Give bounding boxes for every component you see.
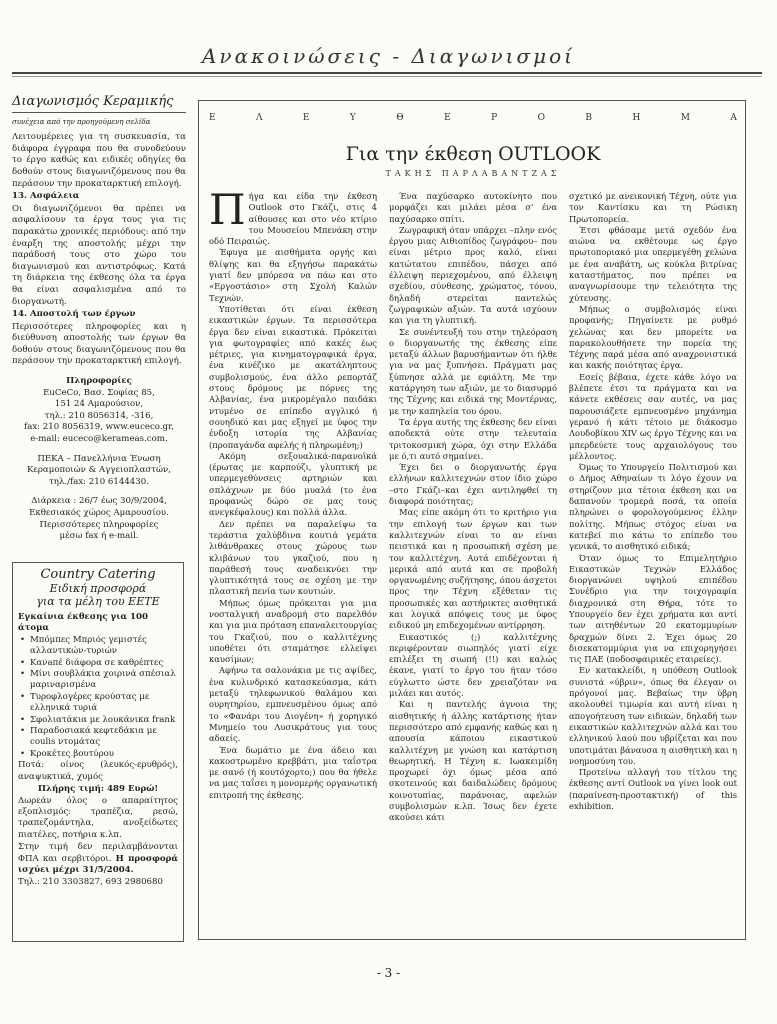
article-paragraph: Ένα δωμάτιο με ένα άδειο και κακοστρωμένο κρεββάτι, μια ταΐστρα με σανό (ή κουτόχορτο;) που θα ήθελε να μας ταΐσει η μονομερής οργανωτική επιτροπή της έκθεσης. — [209, 744, 377, 800]
paragraph: Λειτουμέρειες για τη συσκευασία, τα διάφορα έγγραφα που θα συνοδεύουν το έργο καθώς και ειδικές οδηγίες θα δοθούν στους διαγωνιζόμενους που θα περάσουν την προκαταρκτική επιλογή. — [12, 132, 186, 189]
peka-line: Κεραμοποιών & Αγγειοπλαστών, — [27, 465, 171, 476]
peka-line: ΠΕΚΑ – Πανελλήνια Ένωση — [37, 453, 161, 464]
paragraph: Περισσότερες πληροφορίες και η διεύθυνση αποστολής των έργων θα δοθούν στους διαγωνιζόμενους που θα περάσουν την προκαταρκτική επιλογή. — [12, 321, 186, 367]
menu-item: • Σφολιατάκια με λουκάνικα frank — [18, 715, 178, 726]
catering-phone: Τηλ.: 210 3303827, 693 2980680 — [18, 877, 163, 888]
catering-subtitle: για τα μέλη του ΕΕΤΕ — [36, 595, 160, 608]
kicker-letter: Ε — [444, 113, 451, 123]
catering-event: Εγκαίνια έκθεσης για 100 άτομα — [18, 612, 148, 634]
page-header-title: Ανακοινώσεις - Διαγωνισμοί — [201, 44, 576, 68]
menu-item: • Μπόμπες Μπριός γεμιστές αλλαντικών-τυριών — [18, 635, 178, 658]
paragraph-text: ήγα και είδα την έκθεση Outlook στο Γκάζι, στις 4 αίθουσες και στο νέο κτίριο του Μουσείου Μπενάκη στην οδό Πειραιώς. — [209, 191, 377, 247]
article-column-2 — [389, 191, 557, 824]
catering-price: Πλήρης τιμή: 489 Ευρώ! — [37, 784, 159, 795]
menu-item: • Κανапέ διάφορα σε καθρέπτες — [18, 658, 178, 669]
kicker-letter: Υ — [349, 113, 356, 123]
article-paragraph: Έτσι φθάσαμε μετά σχεδόν ένα αιώνα να εκθέτουμε ως έργο πρωτοποριακό μια υπερμεγέθη χελώνα με ένα αναβάτη, ως κούκλα βιτρίνας καταστήματος, που πρέπει να αναγνωρίσουμε την τελειότητα της χύτευσης. — [569, 224, 737, 303]
continued-note: συνέχεια από την προηγούμενη σελίδα — [12, 117, 151, 126]
article-paragraph: Μας είπε ακόμη ότι το κριτήριο για την επιλογή των έργων και των καλλιτεχνών είναι το αν είναι πειστικά και η προσωπική σχέση με τον καλλιτέχνη. Αυτά επιδέχονται ή μερικά από αυτά και σε προβολή οργανωμένης συζήτησης, όπου άσχετοι προς την Τέχνη εξέθεταν τις προσωπικές και αστήρικτες αισθητικά και λογικά απόψεις τους με ύφος ειδικού μη επιδεχομένων αντίρρηση. — [389, 507, 557, 631]
kicker-letter: Ε — [209, 113, 216, 123]
article-paragraph: Εικαστικός (;) καλλιτέχνης περιφέρονταν σιωπηλός γιατί είχε επιλέξει τη σιωπή (!!) και καλώς έκανε, γιατί το έργο του ήταν τόσο εύγλωττο ώστε δεν χρειαζόταν να μιλάει και αυτός. — [389, 631, 557, 699]
article-paragraph: Και η παντελής άγνοια της αισθητικής ή άλλης κατάρτισης ήταν περισσότερο από εμφανής καθώς και η απουσία κάποιου εικαστικού καλλιτέχνη με γνώση και κατάρτιση θεωρητική. Η Τέχνη κ. Ιωακειμίδη προχωρεί όχι όμως μέσα από σκοτεινούς και δαιδαλώδεις δρόμους κοινοτυπίας, παράνοιας, αφελών συμβολισμών κ.λπ. Ίσως δεν έχετε ακούσει κάτι — [389, 699, 557, 823]
article-paragraph: Έχει δει ο διοργανωτής έργα ελλήνων καλλιτεχνών στον ίδιο χώρο –στο Γκάζι–και έχει αντιληφθεί τη διαφορά ποιότητας; — [389, 462, 557, 507]
catering-vat — [18, 842, 178, 876]
duration-line: Εκθεσιακός χώρος Αμαρουσίου. — [29, 508, 169, 518]
page-number: - 3 - — [376, 966, 401, 980]
article-paragraph: Έφυγα με αισθήματα οργής και θλίψης και θα εξηγήσω παρακάτω γιατί δεν μπόρεσα να πάω και στο «Εργοστάσιο» στη Σχολή Καλών Τεχνών. — [209, 247, 377, 303]
kicker-letter: Μ — [680, 113, 690, 123]
info-line: fax: 210 8056319, www.euceco.gr, — [24, 422, 174, 433]
duration-line: Περισσότερες πληροφορίες — [39, 519, 159, 530]
kicker-letter: Λ — [256, 113, 263, 123]
ceramics-contest-title: Διαγωνισμός Κεραμικής — [12, 96, 186, 113]
info-block — [12, 376, 186, 446]
vat-text: Στην τιμή δεν περιλαμβάνονται ΦΠΑ και σερβιτόροι. — [18, 842, 178, 864]
duration-line: Διάρκεια : 26/7 έως 30/9/2004, — [31, 496, 167, 507]
article-paragraph: σχετικό με ανεικονική Τέχνη, ούτε για τον Καντίσκυ και τη Ρώσικη Πρωτοπορεία. — [569, 191, 737, 224]
article-paragraph: Τα έργα αυτής της έκθεσης δεν είναι αποδεκτά ούτε στην τελευταία τριτοκοσμική χώρα, όχι στην Ελλάδα με ό,τι αυτό σημαίνει. — [389, 416, 557, 461]
ceramics-contest-section — [12, 96, 186, 543]
article-column-3 — [569, 191, 737, 812]
drop-cap: Π — [209, 185, 246, 234]
article-paragraph: Σε συνέντευξή του στην τηλεόραση ο διοργανωτής της έκθεσης είπε μεταξύ άλλων βαρυσήμαντων ότι ήλθε για να μας ξυπνήσει. Πράγματι μας ξύπνησε αλλά με εφιάλτη. Με την κατάργηση των αξιών, με το διασυρμό της Τέχνης και ειδικά της Μοντέρνας, με την καπηλεία του όρου. — [389, 326, 557, 416]
section-heading: 14. Αποστολή των έργων — [12, 309, 136, 320]
menu-item: • Κροκέτες βουτύρου — [18, 749, 178, 760]
menu-item: • Τυροφλογέρες κρούστας με ελληνικά τυριά — [18, 692, 178, 715]
menu-item: • Παραδοσιακά κεφτεδάκια με coulis ντομάτας — [18, 726, 178, 749]
article-paragraph: Όταν όμως το Επιμελητήριο Εικαστικών Τεχνών Ελλάδος διοργανώνει υψηλού επιπέδου Συνέδριο για την τοιχογραφία διαχρονικά στη Θήρα, τότε το Υπουργείο δεν έχει χρήματα και αντί των αιτηθέντων 20 εκατομμυρίων δραχμών δίνει 2. Έχει όμως 20 δισεκατομμύρια για να επιχορηγήσει τις ΠΑΕ (ποδοσφαιρικές εταιρείες). — [569, 552, 737, 665]
peka-block — [12, 454, 186, 489]
article-paragraph: Μήπως όμως πρόκειται για μια νοσταλγική αναδρομή στο παρελθόν και για μια πρόταση επαναλειτουργίας του Γκαζιού, που ο καλλιτέχνης υποθέτει ότι σταμάτησε ελλείψει καυσίμων; — [209, 597, 377, 665]
article-title: Για την έκθεση OUTLOOK — [345, 143, 601, 165]
info-line: EuCeCo, Βασ. Σοφίας 85, — [43, 387, 155, 398]
article-kicker — [199, 113, 747, 123]
article-box — [198, 100, 746, 940]
article-paragraph: Ακόμη σεξουαλικά-παρανοϊκά (έρωτας με καρπούζι, γλυπτική με υπερμεγεθύνσεις αρτηριών και σπλάχνων με δύο μυαλά (το ένα προφανώς δώρο σε μας τους ανεγκέφαλους) και πολλά άλλα. — [209, 450, 377, 518]
article-paragraph: Υποτίθεται ότι είναι έκθεση εικαστικών έργων. Τα περισσότερα έργα δεν είναι εικαστικά. Πρόκειται για φωτογραφίες από κακές έως μέτριες, για κινηματογραφικά έργα, ένα κινέζικο με ακατάληπτους συμβολισμούς, ένα άλλο ρεπορτάζ στους δρόμους με πόρνες της Αλβανίας, ένα μικρομέγαλο παιδάκι ντυμένο σε επίπεδο αγγλικό ή σουηδικό και μας εξηγεί με ύφος την ένδοξη ιστορία της Αλβανίας (προπαγάνδα αφελής ή πληρωμένη;) — [209, 303, 377, 450]
catering-gift: Δωρεάν όλος ο απαραίτητος εξοπλισμός: τραπέζια, ρεσώ, τραπεζομάντηλα, ανοξείδωτες πιατέλες, ποτήρια κ.λπ. — [18, 795, 178, 840]
section-heading: 13. Ασφάλεια — [12, 191, 80, 202]
kicker-letter: Α — [730, 113, 737, 123]
catering-subtitle: Ειδική προσφορά — [49, 582, 147, 595]
article-paragraph: Ζωγραφική όταν υπάρχει –πλην ενός έργου μιας Αιθιοπίδος ζωγράφου– που είναι μέτριο προς καλό, είναι κατώτατου επιπέδου, πάσχει από έλλειψη περιεχομένου, από έλλειψη σχεδίου, σύνθεσης, χρώματος, τόνου, δηλαδή στερείται παντελώς ζωγραφικών αξιών. Τα αυτά ισχύουν και για τη γλυπτική. — [389, 224, 557, 326]
article-paragraph — [209, 185, 377, 247]
info-heading: Πληροφορίες — [66, 376, 132, 387]
catering-ad-box — [12, 562, 184, 942]
catering-drinks: Ποτά: οίνος (λευκός-ερυθρός), αναψυκτικά, χυμός — [18, 760, 178, 782]
article-paragraph: Αφήνω τα σαλονάκια με τις αψίδες, ένα κυλινδρικό κατασκεύασμα, κάτι μεταξύ τηλεφωνικού θαλάμου και ουρητηρίου, εμπνευσμένου όμως από το «Φανάρι του Διογένη» ή χορηγικό Μνημείο του Λυσικράτους για τους αδαείς. — [209, 665, 377, 744]
info-line: τηλ.: 210 8056314, -316, — [44, 410, 154, 421]
info-line: 151 24 Αμαρούσιον, — [54, 399, 144, 410]
article-byline: ΤΑΚΗΣ ΠΑΡΛΑΒΑΝΤΖΑΣ — [385, 169, 561, 178]
duration-block — [12, 496, 186, 542]
article-paragraph: Προτείνω αλλαγή του τίτλου της έκθεσης αντί Outlook να γίνει look out (παραίνεση-προστακτική) of this exhibition. — [569, 767, 737, 812]
kicker-letter: Η — [632, 113, 641, 123]
article-column-1 — [209, 185, 377, 801]
header-rule — [12, 72, 762, 74]
duration-line: μέσω fax ή e-mail. — [59, 531, 139, 542]
kicker-letter: Θ — [396, 113, 404, 123]
kicker-letter: Ρ — [491, 113, 498, 123]
header-rule-thin — [12, 76, 762, 77]
article-paragraph: Όμως το Υπουργείο Πολιτισμού και ο Δήμος Αθηναίων τι λόγο έχουν να στηρίζουν μια τέτοια έκθεση και να δαπανούν τρομερά ποσά, τα οποία πληρώνει ο φορολογούμενος έλλην πολίτης. Μήπως στόχος είναι να κατεβεί πιο κάτω το επίπεδο του γενικά, το αισθητικό ειδικά; — [569, 462, 737, 552]
paragraph: Οι διαγωνιζόμενοι θα πρέπει να ασφαλίσουν τα έργα τους για τις παρακάτω χρονικές περιόδους: από την έναρξη της αποστολής μέχρι την παράδοσή τους στο χώρο του διαγωνισμού και αντιστρόφως. Κατά τη διάρκεια της έκθεσης όλα τα έργα θα είναι ασφαλισμένα από το διοργανωτή. — [12, 203, 186, 307]
kicker-letter: Ε — [302, 113, 310, 123]
kicker-letter: Ο — [537, 113, 545, 123]
article-paragraph: Δεν πρέπει να παραλείψω τα τεράστια χαλύβδινα κουτιά γεμάτα λιθάνθρακες στους χώρους των κλιβάνων του γκαζιού, που η παράθεσή τους αναδεικνύει την γλυπτικότητά τους σε σχέση με την πλαστική πενία των κουτιών. — [209, 518, 377, 597]
offer-validity: Η προσφορά ισχύει μέχρι 31/5/2004. — [18, 853, 178, 875]
article-paragraph: Εσείς βέβαια, έχετε κάθε λόγο να βλέπετε έτσι τα πράγματα και να κάνετε εκθέσεις σαν αυτές, να μας παρουσιάζετε εμπνευσμένο μηχάνημα γερανό ή κάτι τέτοιο με διάκοσμο Λουδοβίκου XIV ως έργο Τέχνης και να μπερδεύετε τους αρχαιολόγους του μέλλοντος. — [569, 371, 737, 461]
peka-line: τηλ./fax: 210 6144430. — [49, 476, 149, 487]
article-paragraph: Εν κατακλείδι, η υπόθεση Outlook συνιστά «ύβριν», όπως θα έλεγαν οι πρόγονοί μας. Βεβαίως την ύβρη ακολουθεί τιμωρία και αυτή είναι η απογοήτευση των ειδικών, δηλαδή των εικαστικών καλλιτεχνών αλλά και του ελληνικού λαού που υβρίζεται και που υποτιμάται βάναυσα η αισθητική και η νοημοσύνη του. — [569, 665, 737, 766]
catering-title: Country Catering — [40, 567, 156, 582]
info-line: e-mail: euceco@kerameas.com. — [30, 434, 168, 445]
article-paragraph: Ένα παχύσαρκο αυτοκίνητο που μορφάζει και μιλάει μέσα σ' ένα παχύσαρκο σπίτι. — [389, 191, 557, 224]
menu-item: • Μίνι σουβλάκια χοιρινά σπέσιαλ μαριναρισμένα — [18, 669, 178, 692]
kicker-letter: Β — [585, 113, 593, 123]
article-paragraph: Μήπως ο συμβολισμός είναι προφανής; Πηγαίνετε με ρυθμό χελώνας και δεν μπορείτε να παρακολουθήσετε την πορεία της Τέχνης παρά μέσα από αναχρονιστικά και κακής ποιότητας έργα. — [569, 303, 737, 371]
